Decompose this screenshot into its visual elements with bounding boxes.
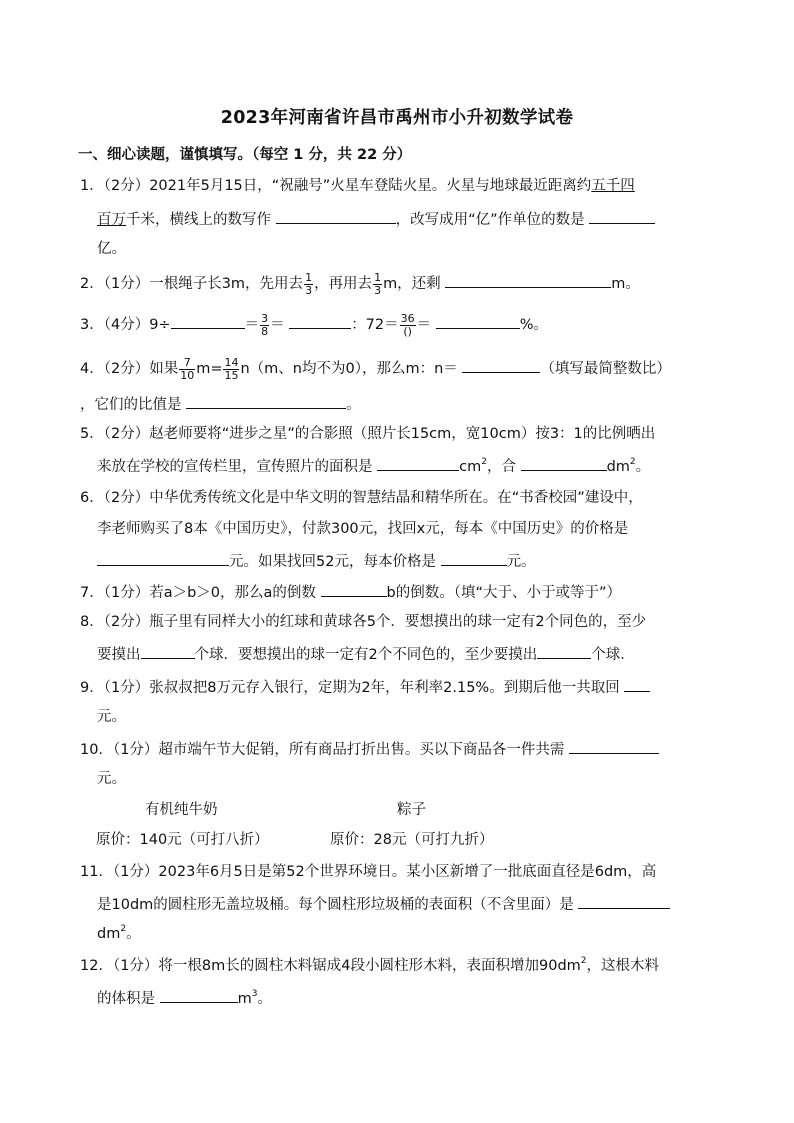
q1-text2: 千米，横线上的数写作 xyxy=(126,212,271,228)
q11-unit: dm xyxy=(97,926,121,942)
q9-text: 9．（1分）张叔叔把8万元存入银行，定期为2年，年利率2.15%。到期后他一共取回 xyxy=(80,680,620,696)
q1-line3: 亿。 xyxy=(97,241,126,257)
q12-text: 12．（1分）将一根8m长的圆柱木料锯成4段小圆柱形木料，表面积增加90dm xyxy=(80,958,581,974)
q5-blank-1[interactable] xyxy=(377,454,459,471)
q5-unit2: dm xyxy=(606,459,630,475)
q2-unit: m。 xyxy=(611,276,640,292)
q12-sup: 2 xyxy=(580,956,587,966)
q12-blank[interactable] xyxy=(160,986,238,1003)
q5-text: 来放在学校的宣传栏里，宣传照片的面积是 xyxy=(97,459,373,475)
q5-line2 xyxy=(97,454,650,478)
q11-line2 xyxy=(97,892,670,916)
q1-text3: ，改写成用“亿”作单位的数是 xyxy=(395,212,585,228)
q9-line1 xyxy=(80,675,650,699)
q8-text: 要摸出 xyxy=(97,647,141,663)
q4-fraction-1 xyxy=(179,357,195,382)
q6-line3 xyxy=(97,549,536,573)
q4-end: 。 xyxy=(346,397,361,413)
q6-line2: 李老师购买了8本《中国历史》，付款300元，找回x元，每本《中国历史》的价格是 xyxy=(97,521,629,537)
q11-line3 xyxy=(97,923,141,945)
q5-end: 。 xyxy=(635,459,651,475)
q3-text2: ：72＝ xyxy=(351,317,399,333)
q12-unit: m xyxy=(237,991,252,1007)
q2-fraction-1 xyxy=(304,272,313,297)
frac-num: 1 xyxy=(374,270,382,284)
q11-line1: 11．（1分）2023年6月5日是第52个世界环境日。某小区新增了一批底面直径是6dm，高 xyxy=(80,864,657,880)
product-price-milk: 原价：140元（可打八折） xyxy=(96,832,269,848)
q12-line1 xyxy=(80,955,659,977)
q2-text2: ，再用去 xyxy=(314,276,373,292)
q3-blank-1[interactable] xyxy=(171,312,245,329)
q8-line1: 8．（2分）瓶子里有同样大小的红球和黄球各5个．要想摸出的球一定有2个同色的，至少 xyxy=(80,614,647,630)
q12-sup2: 3 xyxy=(251,989,258,999)
q3-blank-2[interactable] xyxy=(289,312,351,329)
q3-line xyxy=(80,312,548,338)
q6-end: 元。 xyxy=(506,554,536,570)
frac-den: 8 xyxy=(261,324,269,338)
product-name-zongzi: 粽子 xyxy=(397,802,426,818)
q4-line1 xyxy=(80,356,671,382)
q7-text2: b的倒数。（填“大于、小于或等于”） xyxy=(386,585,621,601)
q8-blank-2[interactable] xyxy=(537,642,591,659)
q4-text5: ，它们的比值是 xyxy=(80,397,182,413)
product-name-milk: 有机纯牛奶 xyxy=(145,802,218,818)
q4-blank-1[interactable] xyxy=(462,356,540,373)
q8-blank-1[interactable] xyxy=(141,642,195,659)
q3-blank-3[interactable] xyxy=(436,312,520,329)
frac-num: 36 xyxy=(400,311,415,325)
q2-blank[interactable] xyxy=(445,271,611,288)
q7-line xyxy=(80,580,621,604)
q9-blank[interactable] xyxy=(624,675,650,692)
q5-blank-2[interactable] xyxy=(521,454,607,471)
q5-mid: ，合 xyxy=(486,459,516,475)
q1-text: 1．（2分）2021年5月15日，“祝融号”火星车登陆火星。火星与地球最近距离约 xyxy=(80,178,592,194)
product-price-zongzi: 原价：28元（可打九折） xyxy=(330,832,494,848)
q11-sup: 2 xyxy=(120,924,127,934)
q5-sup1: 2 xyxy=(481,457,487,467)
q6-blank-2[interactable] xyxy=(441,549,507,566)
q4-text3: n（m、n均不为0），那么m：n＝ xyxy=(240,361,458,377)
q4-text: 4．（2分）如果 xyxy=(80,361,179,377)
q4-text4: （填写最简整数比） xyxy=(540,361,671,377)
q2-text: 2．（1分）一根绳子长3m，先用去 xyxy=(80,276,304,292)
q3-eq2: ＝ xyxy=(270,317,285,333)
q12-end: 。 xyxy=(257,991,272,1007)
q6-line1: 6．（2分）中华优秀传统文化是中华文明的智慧结晶和精华所在。在“书香校园”建设中， xyxy=(80,490,643,506)
q11-blank[interactable] xyxy=(578,892,670,909)
q9-line2: 元。 xyxy=(97,709,126,725)
q1-blank-1[interactable] xyxy=(276,207,396,224)
q5-unit1: cm xyxy=(459,459,482,475)
q6-text: 元。如果找回52元，每本价格是 xyxy=(229,554,436,570)
section-heading: 一、细心读题，谨慎填写。（每空 1 分，共 22 分） xyxy=(78,147,412,163)
frac-num: 7 xyxy=(179,357,195,370)
q3-percent: %。 xyxy=(519,317,549,333)
q11-end: 。 xyxy=(126,926,141,942)
frac-num: 3 xyxy=(261,311,269,325)
q3-text: 3．（4分）9÷ xyxy=(80,317,171,333)
frac-den: 3 xyxy=(374,283,382,297)
q1-line1 xyxy=(80,175,635,197)
q4-blank-2[interactable] xyxy=(186,392,346,409)
q12-line2 xyxy=(97,986,272,1010)
q2-fraction-2 xyxy=(373,272,382,297)
q8-line2 xyxy=(97,642,635,666)
q1-line2 xyxy=(97,207,655,231)
frac-den: () xyxy=(403,324,412,338)
q3-fraction-1 xyxy=(260,313,269,338)
q3-eq1: ＝ xyxy=(244,317,260,333)
q12-text2: ，这根木料 xyxy=(586,958,660,974)
q12-text3: 的体积是 xyxy=(97,991,155,1007)
frac-num: 14 xyxy=(224,355,239,369)
q10-line2: 元。 xyxy=(97,771,126,787)
q3-eq3: ＝ xyxy=(416,317,432,333)
q7-blank[interactable] xyxy=(321,580,387,597)
q4-fraction-2 xyxy=(223,357,239,382)
q10-text: 10．（1分）超市端午节大促销，所有商品打折出售。买以下商品各一件共需 xyxy=(80,742,565,758)
q7-text: 7．（1分）若a＞b＞0，那么a的倒数 xyxy=(80,585,316,601)
q2-line xyxy=(80,271,640,297)
frac-num: 1 xyxy=(305,270,313,284)
frac-den: 10 xyxy=(180,368,195,382)
q1-underlined-number-part2: 百万 xyxy=(97,212,126,228)
q1-blank-2[interactable] xyxy=(589,207,655,224)
page-title: 2023年河南省许昌市禹州市小升初数学试卷 xyxy=(220,108,574,128)
q10-line1 xyxy=(80,737,659,761)
q2-text3: m，还剩 xyxy=(383,276,441,292)
q5-sup2: 2 xyxy=(629,457,636,467)
q8-text2: 个球．要想摸出的球一定有2个不同色的，至少要摸出 xyxy=(194,647,538,663)
q11-text: 是10dm的圆柱形无盖垃圾桶。每个圆柱形垃圾桶的表面积（不含里面）是 xyxy=(97,897,574,913)
q8-end: 个球． xyxy=(591,647,635,663)
q4-line2 xyxy=(80,392,361,416)
q5-line1: 5．（2分）赵老师要将“进步之星”的合影照（照片长15cm，宽10cm）按3：1的比例晒出 xyxy=(80,426,656,442)
q10-blank[interactable] xyxy=(569,737,659,754)
frac-den: 15 xyxy=(224,368,239,382)
frac-den: 3 xyxy=(305,283,313,297)
q1-underlined-number-part1: 五千四 xyxy=(591,178,635,194)
q6-blank-1[interactable] xyxy=(97,549,229,566)
q3-fraction-2 xyxy=(400,313,416,338)
q4-text2: m= xyxy=(196,361,223,377)
